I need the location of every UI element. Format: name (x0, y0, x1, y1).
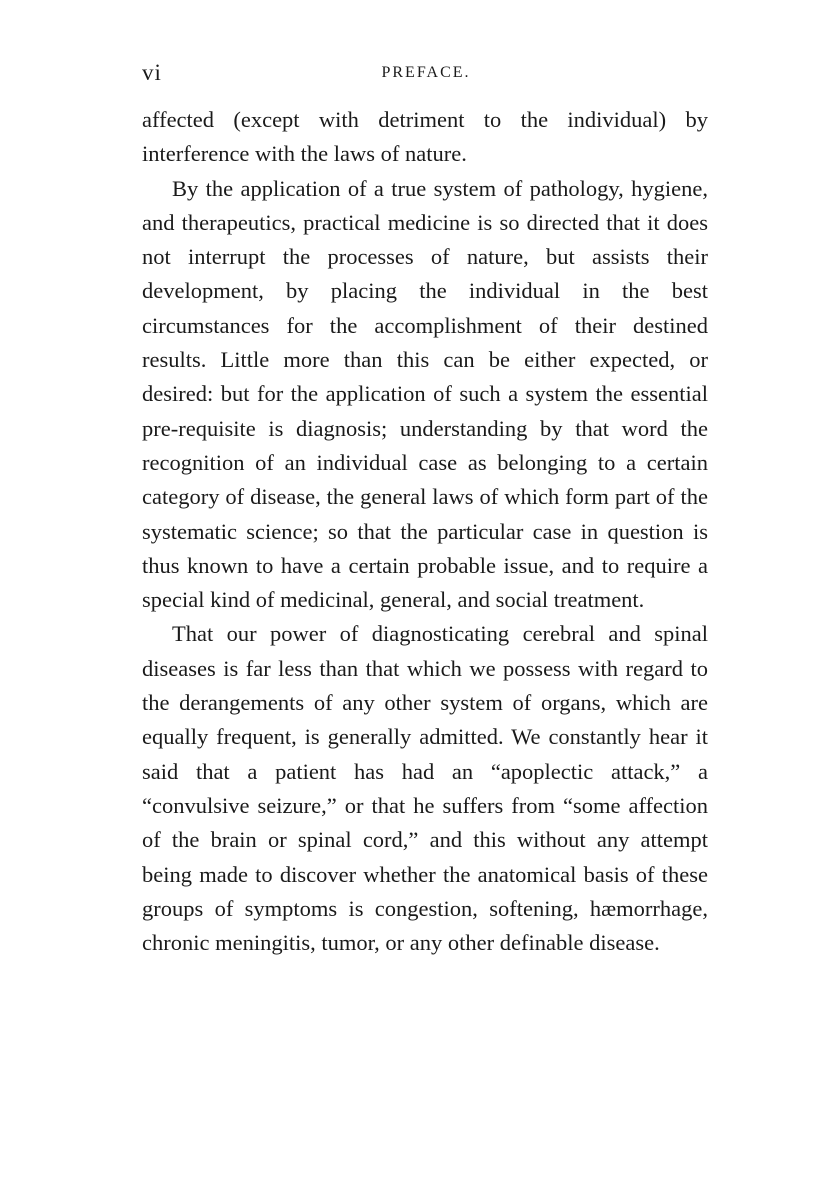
paragraph-cerebral-spinal: That our power of diagnosticating cerebral and spinal diseases is far less than that which we possess with regard to the derangements of any other system of organs, which are equally frequent, is generally admitted. We constantly hear it said that a patient has had an “apoplectic attack,” a “convulsive seizure,” or that he suffers from “some affection of the brain or spinal cord,” and this without any attempt being made to discover whether the anatomical basis of these groups of symptoms is congestion, softening, hæmorrhage, chronic meningitis, tumor, or any other definable disease. (142, 621, 708, 956)
paragraph-continued: affected (except with detriment to the individual) by interference with the laws of nature. (142, 107, 708, 167)
running-title: PREFACE. (381, 64, 471, 81)
running-head (142, 54, 710, 94)
paragraph-diagnosis: By the application of a true system of pathology, hygiene, and therapeutics, practical medicine is so directed that it does not interrupt the processes of nature, but assists their development, by placing the individual in the best circumstances for the accomplishment of their destined results. Little more than this can be either expected, or desired: but for the application of such a system the essential pre-requisite is diagnosis; understanding by that word the recognition of an individual case as belonging to a certain category of disease, the general laws of which form part of the systematic science; so that the particular case in question is thus known to have a certain probable issue, and to require a special kind of medicinal, general, and social treatment. (142, 175, 708, 613)
page-number: vi (142, 60, 162, 85)
body-text (142, 103, 708, 960)
